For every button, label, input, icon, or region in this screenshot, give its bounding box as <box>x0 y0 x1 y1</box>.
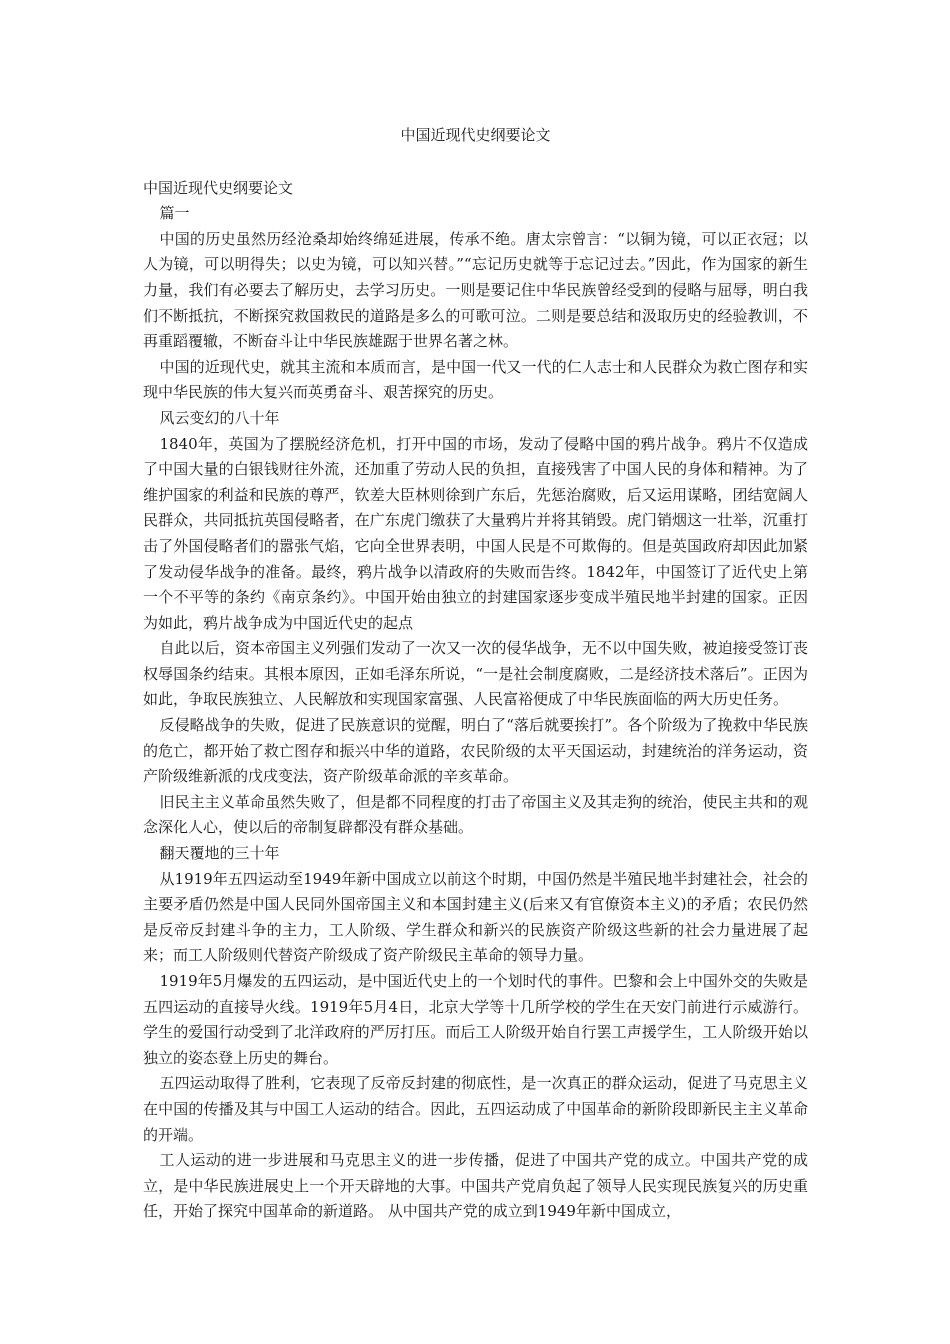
paragraph: 五四运动取得了胜利，它表现了反帝反封建的彻底性，是一次真正的群众运动，促进了马克思主义在中国的传播及其与中国工人运动的结合。因此，五四运动成了中国革命的新阶段即新民主主义革命的开端。 <box>143 1074 808 1144</box>
section-heading: 翻天覆地的三十年 <box>159 844 280 863</box>
paragraph: 中国的历史虽然历经沧桑却始终绵延进展，传承不绝。唐太宗曾言：“以铜为镜，可以正衣冠；以人为镜，可以明得失；以史为镜，可以知兴替。”“忘记历史就等于忘记过去。”因此，作为国家的新生力量，我们有必要去了解历史，去学习历史。一则是要记住中华民族曾经受到的侵略与屈辱，明白我们不断抵抗，不断探究救国救民的道路是多么的可歌可泣。二则是要总结和汲取历史的经验教训，不再重蹈覆辙，不断奋斗让中华民族雄踞于世界名著之林。 <box>143 229 808 351</box>
paragraph: 自此以后，资本帝国主义列强们发动了一次又一次的侵华战争，无不以中国失败，被迫接受签订丧权辱国条约结束。其根本原因，正如毛泽东所说，“一是社会制度腐败，二是经济技术落后”。正因为如此，争取民族独立、人民解放和实现国家富强、人民富裕便成了中华民族面临的两大历史任务。 <box>143 639 808 709</box>
paragraph: 中国的近现代史，就其主流和本质而言，是中国一代又一代的仁人志士和人民群众为救亡图存和实现中华民族的伟大复兴而英勇奋斗、艰苦探究的历史。 <box>143 357 808 402</box>
part-label: 篇一 <box>159 204 190 223</box>
paragraph: 1840年，英国为了摆脱经济危机，打开中国的市场，发动了侵略中国的鸦片战争。鸦片不仅造成了中国大量的白银钱财往外流，还加重了劳动人民的负担，直接残害了中国人民的身体和精神。为了维护国家的利益和民族的尊严，钦差大臣林则徐到广东后，先惩治腐败，后又运用谋略，团结宽阔人民群众，共同抵抗英国侵略者，在广东虎门缴获了大量鸦片并将其销毁。虎门销烟这一壮举，沉重打击了外国侵略者们的嚣张气焰，它向全世界表明，中国人民是不可欺侮的。但是英国政府却因此加紧了发动侵华战争的准备。最终，鸦片战争以清政府的失败而告终。1842年，中国签订了近代史上第一个不平等的条约《南京条约》。中国开始由独立的封建国家逐步变成半殖民地半封建的国家。正因为如此，鸦片战争成为中国近代史的起点 <box>143 434 808 632</box>
paragraph: 旧民主主义革命虽然失败了，但是都不同程度的打击了帝国主义及其走狗的统治，使民主共和的观念深化人心，使以后的帝制复辟都没有群众基础。 <box>143 792 808 837</box>
paragraph: 1919年5月爆发的五四运动，是中国近代史上的一个划时代的事件。巴黎和会上中国外交的失败是五四运动的直接导火线。1919年5月4日，北京大学等十几所学校的学生在天安门前进行示威游行。学生的爱国行动受到了北洋政府的严厉打压。而后工人阶级开始自行罢工声援学生，工人阶级开始以独立的姿态登上历史的舞台。 <box>143 972 808 1067</box>
paragraph: 从1919年五四运动至1949年新中国成立以前这个时期，中国仍然是半殖民地半封建社会，社会的主要矛盾仍然是中国人民同外国帝国主义和本国封建主义(后来又有官僚资本主义)的矛盾；农民仍然是反帝反封建斗争的主力，工人阶级、学生群众和新兴的民族资产阶级这些新的社会力量进展了起来；而工人阶级则代替资产阶级成了资产阶级民主革命的领导力量。 <box>143 869 808 965</box>
document-subtitle: 中国近现代史纲要论文 <box>143 178 294 197</box>
paragraph: 工人运动的进一步进展和马克思主义的进一步传播，促进了中国共产党的成立。中国共产党的成立，是中华民族进展史上一个开天辟地的大事。中国共产党肩负起了领导人民实现民族复兴的历史重任，开始了探究中国革命的新道路。 从中国共产党的成立到1949年新中国成立， <box>143 1151 808 1221</box>
paragraph: 反侵略战争的失败，促进了民族意识的觉醒，明白了“落后就要挨打”。各个阶级为了挽救中华民族的危亡，都开始了救亡图存和振兴中华的道路，农民阶级的太平天国运动，封建统治的洋务运动，资产阶级维新派的戊戌变法，资产阶级革命派的辛亥革命。 <box>143 716 808 786</box>
document-title: 中国近现代史纲要论文 <box>400 126 551 144</box>
section-heading: 风云变幻的八十年 <box>159 408 280 427</box>
document-body <box>143 123 808 1225</box>
